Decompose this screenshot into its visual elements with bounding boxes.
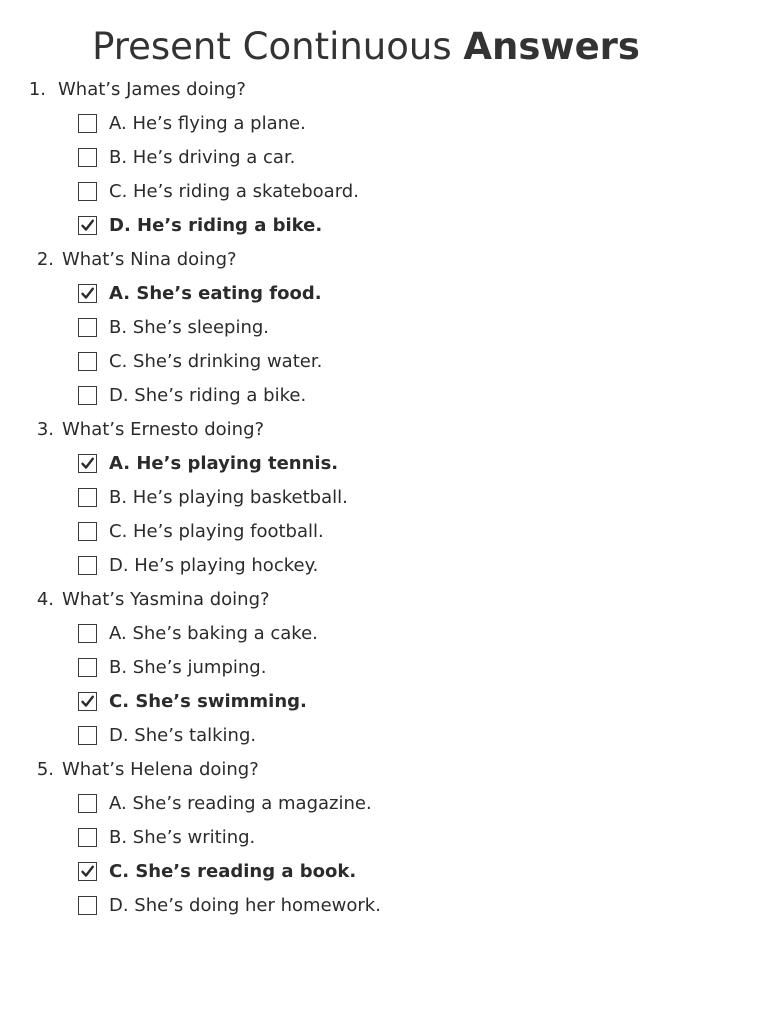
- answer-option-text: D. She’s doing her homework.: [109, 894, 381, 916]
- answer-option: [0, 888, 768, 922]
- answer-option-text: B. He’s driving a car.: [109, 146, 296, 168]
- checkbox[interactable]: [78, 318, 97, 337]
- answer-option: [0, 140, 768, 174]
- checkbox[interactable]: [78, 658, 97, 677]
- answer-option: [0, 820, 768, 854]
- answer-option: [0, 378, 768, 412]
- question-text: What’s Yasmina doing?: [62, 588, 270, 610]
- answer-option: [0, 174, 768, 208]
- answer-option-text: D. He’s riding a bike.: [109, 214, 323, 236]
- answer-option-text: C. He’s playing football.: [109, 520, 324, 542]
- checkbox[interactable]: [78, 828, 97, 847]
- answer-option-text: B. She’s jumping.: [109, 656, 267, 678]
- answer-option-text: A. He’s playing tennis.: [109, 452, 339, 474]
- checkbox[interactable]: [78, 148, 97, 167]
- question-text: What’s Helena doing?: [62, 758, 259, 780]
- answer-option: [0, 446, 768, 480]
- answer-option-text: B. She’s sleeping.: [109, 316, 270, 338]
- answer-option: [0, 514, 768, 548]
- answer-option-text: D. She’s riding a bike.: [109, 384, 307, 406]
- checkmark-icon: [80, 456, 95, 471]
- answer-option-text: D. She’s talking.: [109, 724, 257, 746]
- checked-checkbox[interactable]: [78, 692, 97, 711]
- answer-option-text: D. He’s playing hockey.: [109, 554, 319, 576]
- checkbox[interactable]: [78, 488, 97, 507]
- answer-option: [0, 548, 768, 582]
- question-5: [0, 752, 768, 786]
- answer-option-text: B. She’s writing.: [109, 826, 256, 848]
- title-regular: Present Continuous: [92, 25, 452, 68]
- checked-checkbox[interactable]: [78, 216, 97, 235]
- checkbox[interactable]: [78, 726, 97, 745]
- checked-checkbox[interactable]: [78, 862, 97, 881]
- question-number: 4.: [36, 588, 54, 610]
- checkbox[interactable]: [78, 114, 97, 133]
- checkbox[interactable]: [78, 182, 97, 201]
- checkbox[interactable]: [78, 352, 97, 371]
- checked-checkbox[interactable]: [78, 284, 97, 303]
- question-4: [0, 582, 768, 616]
- checkmark-icon: [80, 218, 95, 233]
- checkbox[interactable]: [78, 522, 97, 541]
- answer-option: [0, 276, 768, 310]
- answer-option: [0, 480, 768, 514]
- question-text: What’s James doing?: [58, 78, 246, 100]
- checkmark-icon: [80, 286, 95, 301]
- checkbox[interactable]: [78, 896, 97, 915]
- checkmark-icon: [80, 694, 95, 709]
- question-number: 5.: [36, 758, 54, 780]
- answer-option: [0, 786, 768, 820]
- title-bold: Answers: [463, 25, 640, 68]
- answer-option: [0, 650, 768, 684]
- answer-option: [0, 684, 768, 718]
- question-text: What’s Ernesto doing?: [62, 418, 265, 440]
- answer-option-text: A. She’s baking a cake.: [109, 622, 318, 644]
- checkmark-icon: [80, 864, 95, 879]
- quiz-list: [0, 72, 768, 922]
- question-text: What’s Nina doing?: [62, 248, 237, 270]
- answer-option: [0, 344, 768, 378]
- answer-option: [0, 310, 768, 344]
- answer-option-text: B. He’s playing basketball.: [109, 486, 348, 508]
- checked-checkbox[interactable]: [78, 454, 97, 473]
- answer-option: [0, 616, 768, 650]
- answer-option-text: A. He’s flying a plane.: [109, 112, 306, 134]
- page-title: [0, 24, 732, 70]
- answer-option-text: A. She’s reading a magazine.: [109, 792, 372, 814]
- answer-option-text: A. She’s eating food.: [109, 282, 322, 304]
- answer-option-text: C. She’s drinking water.: [109, 350, 323, 372]
- question-1: [0, 72, 768, 106]
- question-2: [0, 242, 768, 276]
- answer-option-text: C. She’s reading a book.: [109, 860, 357, 882]
- answer-option-text: C. She’s swimming.: [109, 690, 307, 712]
- checkbox[interactable]: [78, 386, 97, 405]
- answer-option: [0, 854, 768, 888]
- question-number: 3.: [36, 418, 54, 440]
- answer-option: [0, 208, 768, 242]
- question-number: 2.: [36, 248, 54, 270]
- answer-option-text: C. He’s riding a skateboard.: [109, 180, 359, 202]
- question-number: 1.: [28, 78, 46, 100]
- checkbox[interactable]: [78, 556, 97, 575]
- checkbox[interactable]: [78, 624, 97, 643]
- question-3: [0, 412, 768, 446]
- answer-option: [0, 718, 768, 752]
- checkbox[interactable]: [78, 794, 97, 813]
- answer-option: [0, 106, 768, 140]
